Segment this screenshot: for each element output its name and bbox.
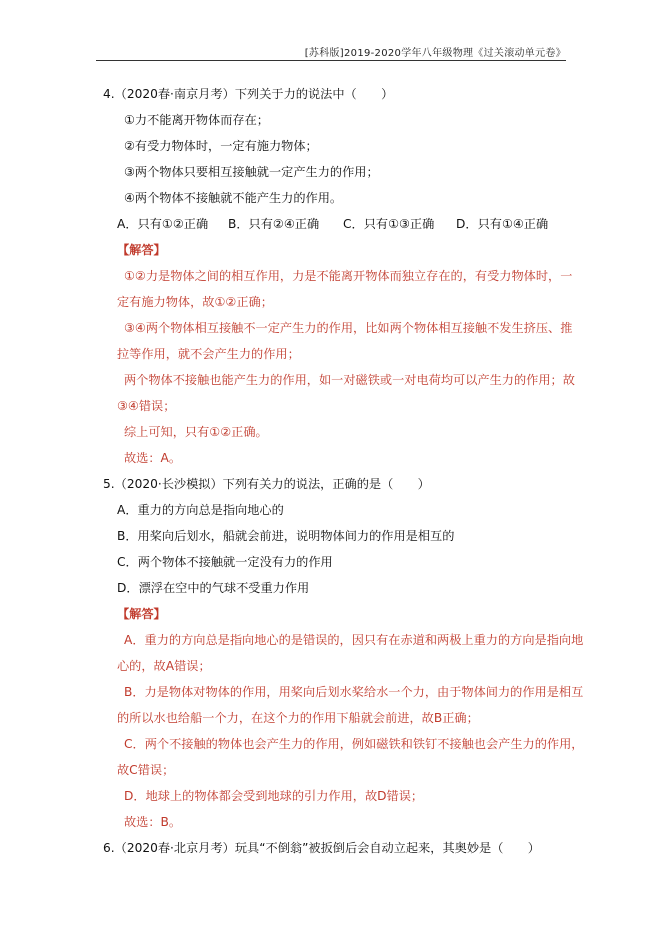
q5-explanation-line: 故选：B。	[124, 815, 182, 829]
q4-item-2: ②有受力物体时，一定有施力物体；	[124, 139, 318, 153]
q4-explanation-line: 综上可知，只有①②正确。	[124, 425, 268, 439]
q4-explanation-line: 定有施力物体，故①②正确；	[117, 295, 273, 309]
q4-answer-tag: 【解答】	[117, 243, 166, 257]
q5-option-a: A．重力的方向总是指向地心的	[117, 503, 284, 517]
q5-explanation-line: B．力是物体对物体的作用，用桨向后划水桨给水一个力，由于物体间力的作用是相互	[124, 685, 584, 699]
q5-answer-tag: 【解答】	[117, 607, 166, 621]
q5-explanation-line: C．两个不接触的物体也会产生力的作用，例如磁铁和铁钉不接触也会产生力的作用，	[124, 737, 584, 751]
q4-option-b: B．只有②④正确	[228, 217, 320, 231]
q4-option-a: A．只有①②正确	[117, 217, 209, 231]
q4-explanation-line: 拉等作用，就不会产生力的作用；	[117, 347, 300, 361]
q4-explanation-line: ③④错误；	[117, 399, 176, 413]
q4-stem: 4.（2020春·南京月考）下列关于力的说法中（ ）	[103, 87, 394, 101]
q4-option-c: C．只有①③正确	[343, 217, 435, 231]
q4-option-d: D．只有①④正确	[456, 217, 549, 231]
q5-explanation-line: A．重力的方向总是指向地心的是错误的，因只有在赤道和两极上重力的方向是指向地	[124, 633, 584, 647]
q5-option-d: D．漂浮在空中的气球不受重力作用	[117, 581, 310, 595]
q4-explanation-line: ③④两个物体相互接触不一定产生力的作用，比如两个物体相互接触不发生挤压、推	[124, 321, 573, 335]
q5-explanation-line: 的所以水也给船一个力，在这个力的作用下船就会前进，故B正确；	[117, 711, 479, 725]
q4-explanation-line: 故选：A。	[124, 451, 182, 465]
q4-item-1: ①力不能离开物体而存在；	[124, 113, 269, 127]
q5-explanation-line: D．地球上的物体都会受到地球的引力作用，故D错误；	[124, 789, 424, 803]
q4-explanation-line: 两个物体不接触也能产生力的作用，如一对磁铁或一对电荷均可以产生力的作用；故	[124, 373, 575, 387]
page-header: [苏科版]2019-2020学年八年级物理《过关滚动单元卷》	[304, 48, 566, 59]
q5-option-c: C．两个物体不接触就一定没有力的作用	[117, 555, 333, 569]
q4-explanation-line: ①②力是物体之间的相互作用，力是不能离开物体而独立存在的，有受力物体时，一	[124, 269, 573, 283]
header-rule	[96, 60, 566, 61]
q4-item-3: ③两个物体只要相互接触就一定产生力的作用；	[124, 165, 379, 179]
q6-stem: 6.（2020春·北京月考）玩具“不倒翁”被扳倒后会自动立起来，其奥妙是（ ）	[103, 841, 540, 855]
q5-explanation-line: 故C错误；	[117, 763, 175, 777]
q5-option-b: B．用桨向后划水，船就会前进，说明物体间力的作用是相互的	[117, 529, 455, 543]
q5-explanation-line: 心的，故A错误；	[117, 659, 211, 673]
q4-item-4: ④两个物体不接触就不能产生力的作用。	[124, 191, 343, 205]
q5-stem: 5.（2020·长沙模拟）下列有关力的说法，正确的是（ ）	[103, 477, 430, 491]
